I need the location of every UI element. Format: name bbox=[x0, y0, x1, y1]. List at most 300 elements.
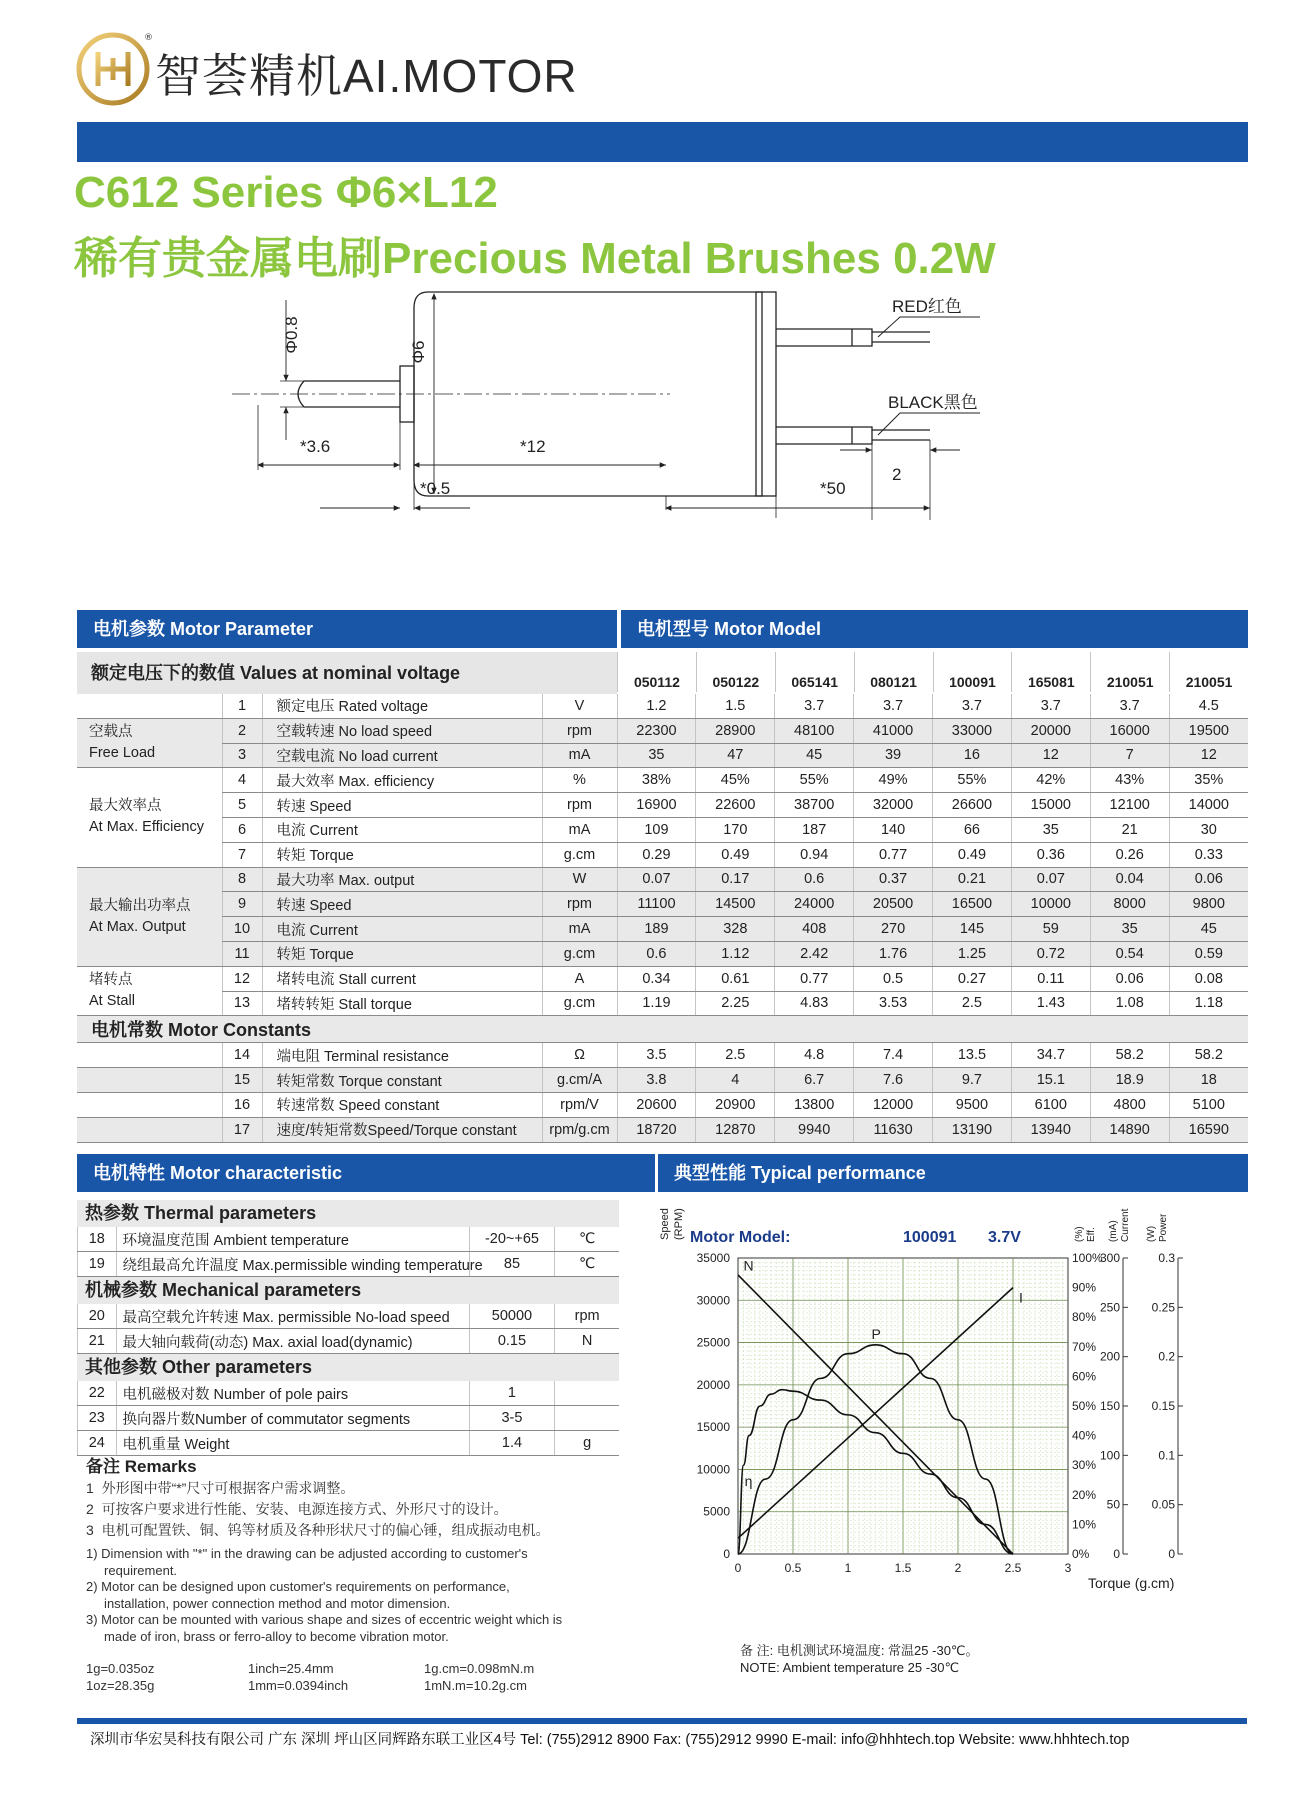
table-row bbox=[77, 1117, 1248, 1142]
value-cell: 2.25 bbox=[696, 991, 775, 1016]
table-row bbox=[77, 694, 1248, 718]
table-row bbox=[77, 1068, 1248, 1093]
value-cell: 0.94 bbox=[775, 842, 854, 867]
remark-line: requirement. bbox=[86, 1562, 178, 1578]
value-cell: 3.7 bbox=[1011, 694, 1090, 718]
value-cell: 0.17 bbox=[696, 867, 775, 892]
value-cell: 9940 bbox=[775, 1117, 854, 1142]
chart-axis-title: (W) bbox=[1146, 1225, 1157, 1242]
parameter-name: 环境温度范围 Ambient temperature bbox=[116, 1227, 469, 1252]
value-cell: 1.18 bbox=[1169, 991, 1248, 1016]
conversion-row bbox=[86, 1660, 584, 1677]
value-cell: 19500 bbox=[1169, 718, 1248, 743]
value-cell: 2.42 bbox=[775, 941, 854, 966]
remark-line: 1 外形图中带“*”尺寸可根据客户需求调整。 bbox=[86, 1480, 355, 1496]
parameter-name: 电流 Current bbox=[262, 917, 542, 942]
performance-header: 典型性能 Typical performance bbox=[658, 1154, 1248, 1192]
header-bar bbox=[77, 122, 1248, 162]
unit-cell: g.cm bbox=[542, 991, 617, 1016]
table-row bbox=[77, 1043, 1248, 1068]
model-column-header: 210051 bbox=[1169, 652, 1248, 692]
value-cell: 20900 bbox=[696, 1092, 775, 1117]
dim-body-length: *12 bbox=[520, 437, 546, 456]
table-row bbox=[77, 917, 1248, 942]
value-cell: 18 bbox=[1169, 1068, 1248, 1093]
value-cell: 43% bbox=[1090, 768, 1169, 793]
y-tick-label-eff: 0% bbox=[1072, 1547, 1090, 1561]
row-number: 2 bbox=[222, 718, 262, 743]
value-cell: 10000 bbox=[1011, 892, 1090, 917]
performance-chart bbox=[658, 1192, 1250, 1632]
value-cell: 3.8 bbox=[617, 1068, 696, 1093]
value-cell: 9500 bbox=[933, 1092, 1012, 1117]
y-tick-label-power: 0.3 bbox=[1158, 1251, 1175, 1265]
value-cell: 21 bbox=[1090, 817, 1169, 842]
characteristic-header: 电机特性 Motor characteristic bbox=[77, 1154, 655, 1192]
parameter-name: 转矩常数 Torque constant bbox=[262, 1068, 542, 1093]
value-cell: 0.72 bbox=[1011, 941, 1090, 966]
value-cell: 35 bbox=[617, 743, 696, 768]
parameter-name: 堵转电流 Stall current bbox=[262, 966, 542, 991]
value-cell: 1.12 bbox=[696, 941, 775, 966]
group-label bbox=[77, 1092, 222, 1117]
value-cell: 189 bbox=[617, 917, 696, 942]
value-cell: 16500 bbox=[933, 892, 1012, 917]
value-cell: 187 bbox=[775, 817, 854, 842]
model-column-header: 210051 bbox=[1090, 652, 1169, 692]
group-label bbox=[77, 694, 222, 718]
table-row bbox=[77, 991, 1248, 1016]
value-cell: 20500 bbox=[854, 892, 933, 917]
value-cell: 0.34 bbox=[617, 966, 696, 991]
nominal-voltage-header: 额定电压下的数值 Values at nominal voltage bbox=[77, 652, 617, 694]
value-cell: 3-5 bbox=[469, 1406, 555, 1431]
unit-cell: g.cm bbox=[542, 842, 617, 867]
table-row bbox=[78, 1381, 620, 1406]
unit-cell: N bbox=[555, 1329, 619, 1354]
parameter-name: 空载转速 No load speed bbox=[262, 718, 542, 743]
remark-line: 1) Dimension with "*" in the drawing can be adjusted according to customer's bbox=[86, 1546, 528, 1561]
remarks-cn bbox=[86, 1478, 550, 1541]
value-cell: 16590 bbox=[1169, 1117, 1248, 1142]
value-cell: 1.76 bbox=[854, 941, 933, 966]
row-number: 17 bbox=[222, 1117, 262, 1142]
model-column-header: 050122 bbox=[696, 652, 775, 692]
note-en: NOTE: Ambient temperature 25 -30℃ bbox=[740, 1660, 960, 1675]
remarks-title: 备注 Remarks bbox=[86, 1457, 197, 1476]
y-tick-label-speed: 10000 bbox=[696, 1462, 730, 1477]
group-label bbox=[77, 768, 222, 867]
table-row bbox=[78, 1304, 620, 1329]
unit-cell: rpm/V bbox=[542, 1092, 617, 1117]
chart-model-label: Motor Model: bbox=[690, 1229, 791, 1246]
y-tick-label-eff: 40% bbox=[1072, 1428, 1097, 1443]
value-cell: 0.08 bbox=[1169, 966, 1248, 991]
group-label-cn: 堵转点 bbox=[89, 972, 133, 989]
value-cell: 4.5 bbox=[1169, 694, 1248, 718]
value-cell: 0.26 bbox=[1090, 842, 1169, 867]
dim-shaft-diameter: Φ0.8 bbox=[282, 316, 301, 354]
value-cell: 13.5 bbox=[933, 1043, 1012, 1068]
conversion-item: 1mm=0.0394inch bbox=[248, 1678, 349, 1693]
y-tick-label-speed: 5000 bbox=[703, 1504, 730, 1519]
parameter-table bbox=[77, 1227, 619, 1277]
unit-cell: mA bbox=[542, 917, 617, 942]
value-cell: 38% bbox=[617, 768, 696, 793]
unit-cell: rpm bbox=[555, 1304, 619, 1329]
dim-lead-length: *50 bbox=[820, 479, 846, 498]
group-label-en: At Max. Efficiency bbox=[89, 819, 204, 836]
unit-cell: mA bbox=[542, 743, 617, 768]
value-cell: 3.7 bbox=[854, 694, 933, 718]
table-row bbox=[77, 1092, 1248, 1117]
y-tick-label-power: 0.2 bbox=[1158, 1349, 1175, 1364]
conversion-item: 1g.cm=0.098mN.m bbox=[424, 1661, 535, 1676]
y-tick-label-current: 50 bbox=[1106, 1497, 1120, 1512]
value-cell: 7.6 bbox=[854, 1068, 933, 1093]
row-number: 11 bbox=[222, 941, 262, 966]
value-cell: 45 bbox=[775, 743, 854, 768]
remark-line: installation, power connection method and motor dimension. bbox=[86, 1595, 451, 1611]
brand-logo bbox=[74, 30, 152, 108]
value-cell: 3.53 bbox=[854, 991, 933, 1016]
conversion-item: 1inch=25.4mm bbox=[248, 1661, 334, 1676]
value-cell: 48100 bbox=[775, 718, 854, 743]
subsection-header: 其他参数 Other parameters bbox=[77, 1354, 619, 1381]
group-label-en: At Max. Output bbox=[89, 918, 186, 935]
y-tick-label-speed: 20000 bbox=[696, 1377, 730, 1392]
row-number: 16 bbox=[222, 1092, 262, 1117]
value-cell: 12100 bbox=[1090, 793, 1169, 818]
value-cell: 11630 bbox=[854, 1117, 933, 1142]
x-tick-label: 2 bbox=[954, 1561, 962, 1575]
dim-shaft-length: *3.6 bbox=[300, 437, 331, 456]
parameter-name: 转矩 Torque bbox=[262, 941, 542, 966]
value-cell: 28900 bbox=[696, 718, 775, 743]
chart-voltage: 3.7V bbox=[988, 1229, 1021, 1246]
value-cell: 32000 bbox=[854, 793, 933, 818]
chart-axis-title-rpm: (RPM) bbox=[673, 1208, 685, 1240]
value-cell: 14890 bbox=[1090, 1117, 1169, 1142]
value-cell: 4.83 bbox=[775, 991, 854, 1016]
y-tick-label-current: 100 bbox=[1099, 1448, 1120, 1463]
value-cell: 0.07 bbox=[1011, 867, 1090, 892]
y-tick-label-speed: 25000 bbox=[696, 1335, 730, 1350]
value-cell: 109 bbox=[617, 817, 696, 842]
row-number: 20 bbox=[78, 1304, 117, 1329]
group-label bbox=[77, 718, 222, 768]
value-cell: 4800 bbox=[1090, 1092, 1169, 1117]
remark-line: 3) Motor can be mounted with various shape and sizes of eccentric weight which is bbox=[86, 1612, 563, 1627]
parameter-name: 端电阻 Terminal resistance bbox=[262, 1043, 542, 1068]
value-cell: 1.25 bbox=[933, 941, 1012, 966]
value-cell: 22600 bbox=[696, 793, 775, 818]
value-cell: 0.49 bbox=[696, 842, 775, 867]
value-cell: 1.08 bbox=[1090, 991, 1169, 1016]
unit-cell: g.cm bbox=[542, 941, 617, 966]
series-label-i: I bbox=[1019, 1289, 1023, 1306]
value-cell: 14500 bbox=[696, 892, 775, 917]
parameter-name: 最大功率 Max. output bbox=[262, 867, 542, 892]
value-cell: 12870 bbox=[696, 1117, 775, 1142]
group-label-cn: 空载点 bbox=[89, 724, 133, 741]
parameter-name: 转矩 Torque bbox=[262, 842, 542, 867]
y-tick-label-power: 0 bbox=[1168, 1547, 1175, 1561]
row-number: 7 bbox=[222, 842, 262, 867]
unit-cell: g.cm/A bbox=[542, 1068, 617, 1093]
value-cell: 5100 bbox=[1169, 1092, 1248, 1117]
group-label bbox=[77, 1043, 222, 1068]
subsection-header: 机械参数 Mechanical parameters bbox=[77, 1277, 619, 1304]
table-row bbox=[78, 1252, 620, 1277]
y-tick-label-current: 200 bbox=[1099, 1349, 1120, 1364]
unit-cell: % bbox=[542, 768, 617, 793]
value-cell: 1.43 bbox=[1011, 991, 1090, 1016]
value-cell: 145 bbox=[933, 917, 1012, 942]
dim-strip: 2 bbox=[892, 465, 902, 484]
value-cell: 58.2 bbox=[1090, 1043, 1169, 1068]
value-cell: 0.59 bbox=[1169, 941, 1248, 966]
value-cell: -20~+65 bbox=[469, 1227, 555, 1252]
unit-cell: ℃ bbox=[555, 1227, 619, 1252]
unit-conversions bbox=[86, 1660, 584, 1694]
value-cell: 16000 bbox=[1090, 718, 1169, 743]
x-tick-label: 1 bbox=[844, 1561, 852, 1575]
row-number: 10 bbox=[222, 917, 262, 942]
value-cell: 3.7 bbox=[1090, 694, 1169, 718]
table-row bbox=[78, 1329, 620, 1354]
value-cell: 8000 bbox=[1090, 892, 1169, 917]
value-cell: 11100 bbox=[617, 892, 696, 917]
value-cell: 0.07 bbox=[617, 867, 696, 892]
value-cell: 12 bbox=[1011, 743, 1090, 768]
chart-axis-title: (mA) bbox=[1108, 1220, 1119, 1242]
group-label-en: Free Load bbox=[89, 745, 156, 762]
y-tick-label-current: 0 bbox=[1113, 1547, 1120, 1561]
row-number: 12 bbox=[222, 966, 262, 991]
note-cn: 备 注: 电机测试环境温度: 常温25 -30℃。 bbox=[740, 1643, 979, 1658]
value-cell: 55% bbox=[775, 768, 854, 793]
row-number: 4 bbox=[222, 768, 262, 793]
value-cell: 0.15 bbox=[469, 1329, 555, 1354]
value-cell: 35% bbox=[1169, 768, 1248, 793]
y-tick-label-current: 250 bbox=[1099, 1300, 1120, 1315]
parameter-name: 转速 Speed bbox=[262, 892, 542, 917]
row-number: 1 bbox=[222, 694, 262, 718]
value-cell: 3.7 bbox=[933, 694, 1012, 718]
chart-axis-title: (%) bbox=[1074, 1226, 1085, 1242]
conversion-item: 1oz=28.35g bbox=[86, 1678, 155, 1693]
x-tick-label: 2.5 bbox=[1004, 1561, 1022, 1575]
value-cell: 0.33 bbox=[1169, 842, 1248, 867]
value-cell: 0.27 bbox=[933, 966, 1012, 991]
model-columns bbox=[617, 652, 1248, 692]
footer-bar bbox=[77, 1718, 1247, 1724]
value-cell: 59 bbox=[1011, 917, 1090, 942]
value-cell: 0.6 bbox=[775, 867, 854, 892]
subsection-header: 热参数 Thermal parameters bbox=[77, 1200, 619, 1227]
y-tick-label-power: 0.05 bbox=[1151, 1497, 1175, 1512]
value-cell: 45% bbox=[696, 768, 775, 793]
value-cell: 22300 bbox=[617, 718, 696, 743]
chart-axis-title: Eff. bbox=[1086, 1227, 1097, 1242]
table-row bbox=[77, 892, 1248, 917]
value-cell: 20600 bbox=[617, 1092, 696, 1117]
group-label bbox=[77, 867, 222, 966]
unit-cell: V bbox=[542, 694, 617, 718]
value-cell: 1.19 bbox=[617, 991, 696, 1016]
value-cell: 66 bbox=[933, 817, 1012, 842]
y-tick-label-power: 0.15 bbox=[1151, 1399, 1175, 1413]
unit-cell: g bbox=[555, 1431, 619, 1456]
parameter-name: 电流 Current bbox=[262, 817, 542, 842]
unit-cell bbox=[555, 1406, 619, 1431]
value-cell: 41000 bbox=[854, 718, 933, 743]
black-lead-label: BLACK黑色 bbox=[888, 393, 978, 412]
parameter-name: 换向器片数Number of commutator segments bbox=[116, 1406, 469, 1431]
chart-axis-title: Power bbox=[1158, 1213, 1169, 1242]
red-lead-label: RED红色 bbox=[892, 297, 962, 316]
svg-text:®: ® bbox=[144, 33, 153, 43]
brushes-title: 稀有贵金属电刷Precious Metal Brushes 0.2W bbox=[74, 234, 996, 283]
table-row bbox=[77, 768, 1248, 793]
value-cell: 24000 bbox=[775, 892, 854, 917]
value-cell: 0.06 bbox=[1169, 867, 1248, 892]
row-number: 23 bbox=[78, 1406, 117, 1431]
y-tick-label-power: 0.25 bbox=[1151, 1300, 1175, 1315]
value-cell: 12000 bbox=[854, 1092, 933, 1117]
conversion-row bbox=[86, 1677, 584, 1694]
value-cell: 0.61 bbox=[696, 966, 775, 991]
dim-boss: *0.5 bbox=[420, 479, 451, 498]
row-number: 6 bbox=[222, 817, 262, 842]
row-number: 21 bbox=[78, 1329, 117, 1354]
y-tick-label-eff: 100% bbox=[1072, 1251, 1103, 1265]
group-label bbox=[77, 966, 222, 1016]
row-number: 22 bbox=[78, 1381, 117, 1406]
row-number: 3 bbox=[222, 743, 262, 768]
value-cell: 0.77 bbox=[854, 842, 933, 867]
value-cell: 2.5 bbox=[696, 1043, 775, 1068]
model-column-header: 080121 bbox=[854, 652, 933, 692]
x-tick-label: 0.5 bbox=[784, 1561, 802, 1575]
value-cell: 47 bbox=[696, 743, 775, 768]
constants-header: 电机常数 Motor Constants bbox=[77, 1016, 1248, 1043]
remark-line: made of iron, brass or ferro-alloy to become vibration motor. bbox=[86, 1628, 449, 1644]
value-cell: 18.9 bbox=[1090, 1068, 1169, 1093]
value-cell: 0.5 bbox=[854, 966, 933, 991]
x-tick-label: 3 bbox=[1064, 1561, 1072, 1575]
group-label-cn: 最大效率点 bbox=[89, 798, 162, 815]
remark-line: 2 可按客户要求进行性能、安装、电源连接方式、外形尺寸的设计。 bbox=[86, 1501, 508, 1517]
parameter-table bbox=[77, 1381, 619, 1456]
parameter-name: 绕组最高允许温度 Max.permissible winding temperature bbox=[116, 1252, 469, 1277]
remark-line: 3 电机可配置铁、铜、钨等材质及各种形状尺寸的偏心锤，组成振动电机。 bbox=[86, 1522, 550, 1538]
value-cell: 85 bbox=[469, 1252, 555, 1277]
value-cell: 1.5 bbox=[696, 694, 775, 718]
value-cell: 328 bbox=[696, 917, 775, 942]
y-tick-label-speed: 35000 bbox=[696, 1251, 730, 1265]
row-number: 13 bbox=[222, 991, 262, 1016]
value-cell: 15.1 bbox=[1011, 1068, 1090, 1093]
parameter-name: 堵转转矩 Stall torque bbox=[262, 991, 542, 1016]
unit-cell: rpm bbox=[542, 892, 617, 917]
y-tick-label-eff: 30% bbox=[1072, 1458, 1097, 1473]
dim-body-diameter: Φ6 bbox=[409, 340, 428, 364]
footer-contact: 深圳市华宏昊科技有限公司 广东 深圳 坪山区同辉路东联工业区4号 Tel: (755)2912 8900 Fax: (755)2912 9990 E-mail: info@hhhtech.top Website: www.hhhtech.top bbox=[90, 1732, 1130, 1748]
value-cell: 35 bbox=[1011, 817, 1090, 842]
value-cell: 30 bbox=[1169, 817, 1248, 842]
row-number: 24 bbox=[78, 1431, 117, 1456]
motor-model-header: 电机型号 Motor Model bbox=[621, 610, 1248, 648]
series-label-p: P bbox=[871, 1325, 881, 1342]
row-number: 15 bbox=[222, 1068, 262, 1093]
dimension-drawing bbox=[220, 280, 1040, 590]
value-cell: 58.2 bbox=[1169, 1043, 1248, 1068]
group-label bbox=[77, 1117, 222, 1142]
parameter-name: 最高空载允许转速 Max. permissible No-load speed bbox=[116, 1304, 469, 1329]
value-cell: 0.37 bbox=[854, 867, 933, 892]
value-cell: 2.5 bbox=[933, 991, 1012, 1016]
value-cell: 408 bbox=[775, 917, 854, 942]
unit-cell: rpm/g.cm bbox=[542, 1117, 617, 1142]
unit-cell: rpm bbox=[542, 718, 617, 743]
y-tick-label-eff: 10% bbox=[1072, 1517, 1097, 1532]
conversion-item: 1g=0.035oz bbox=[86, 1661, 155, 1676]
brand-name-cn: 智荟精机 bbox=[155, 50, 343, 102]
value-cell: 6.7 bbox=[775, 1068, 854, 1093]
value-cell: 49% bbox=[854, 768, 933, 793]
unit-cell: W bbox=[542, 867, 617, 892]
value-cell: 35 bbox=[1090, 917, 1169, 942]
value-cell: 0.36 bbox=[1011, 842, 1090, 867]
value-cell: 9.7 bbox=[933, 1068, 1012, 1093]
value-cell: 140 bbox=[854, 817, 933, 842]
value-cell: 1.4 bbox=[469, 1431, 555, 1456]
value-cell: 0.06 bbox=[1090, 966, 1169, 991]
chart-axis-title-speed: Speed bbox=[659, 1208, 671, 1240]
value-cell: 4.8 bbox=[775, 1043, 854, 1068]
unit-cell: ℃ bbox=[555, 1252, 619, 1277]
y-tick-label-current: 150 bbox=[1099, 1399, 1120, 1413]
value-cell: 13190 bbox=[933, 1117, 1012, 1142]
value-cell: 0.29 bbox=[617, 842, 696, 867]
group-label bbox=[77, 1068, 222, 1093]
remarks-en bbox=[86, 1546, 562, 1645]
value-cell: 170 bbox=[696, 817, 775, 842]
table-row bbox=[77, 718, 1248, 743]
value-cell: 13940 bbox=[1011, 1117, 1090, 1142]
parameter-name: 额定电压 Rated voltage bbox=[262, 694, 542, 718]
parameter-name: 速度/转矩常数Speed/Torque constant bbox=[262, 1117, 542, 1142]
motor-parameter-header: 电机参数 Motor Parameter bbox=[77, 610, 617, 648]
value-cell: 13800 bbox=[775, 1092, 854, 1117]
value-cell: 42% bbox=[1011, 768, 1090, 793]
model-column-header: 050112 bbox=[617, 652, 696, 692]
y-tick-label-eff: 90% bbox=[1072, 1280, 1097, 1295]
series-title: C612 Series Φ6×L12 bbox=[74, 168, 498, 217]
value-cell: 0.77 bbox=[775, 966, 854, 991]
value-cell: 39 bbox=[854, 743, 933, 768]
value-cell: 1 bbox=[469, 1381, 555, 1406]
y-tick-label-eff: 20% bbox=[1072, 1487, 1097, 1502]
value-cell: 26600 bbox=[933, 793, 1012, 818]
chart-axis-title: Current bbox=[1120, 1208, 1131, 1242]
parameter-name: 转速常数 Speed constant bbox=[262, 1092, 542, 1117]
row-number: 9 bbox=[222, 892, 262, 917]
y-tick-label-speed: 15000 bbox=[696, 1420, 730, 1435]
value-cell: 20000 bbox=[1011, 718, 1090, 743]
